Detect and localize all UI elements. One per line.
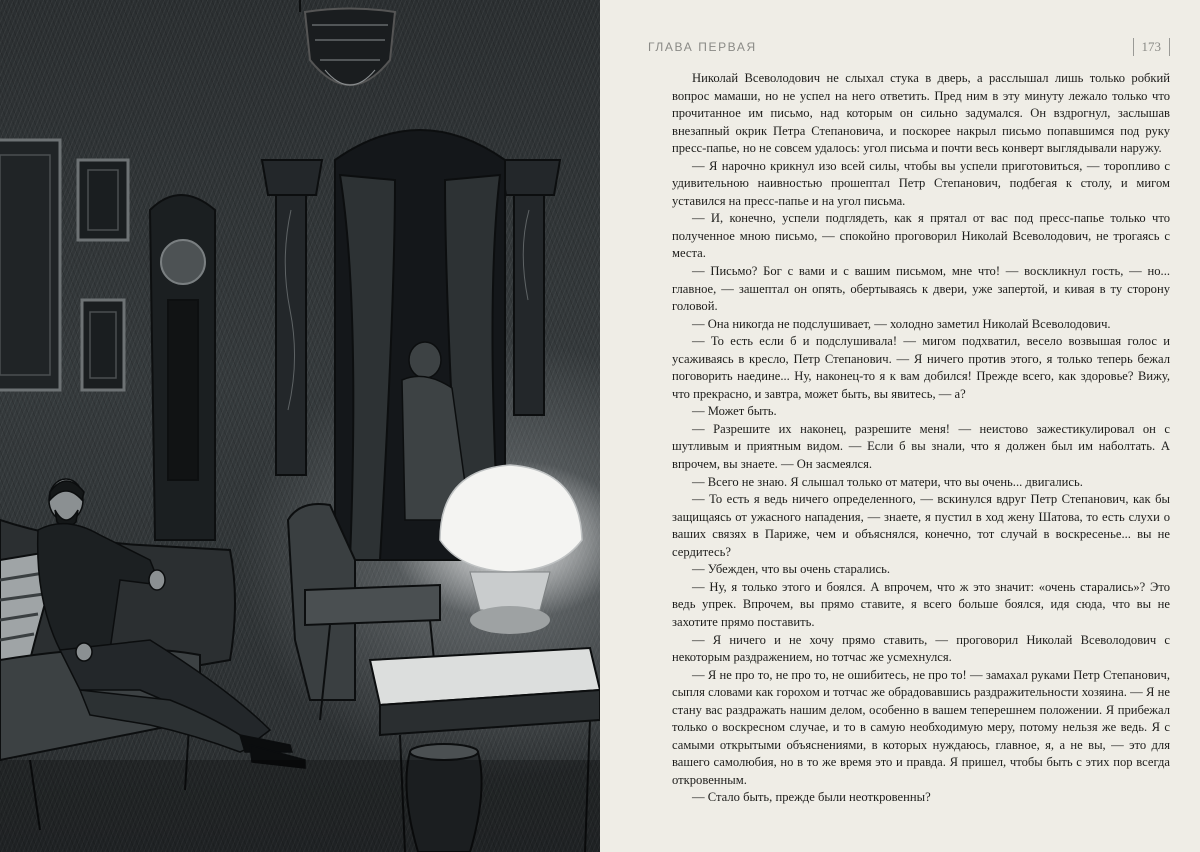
paragraph: — Я не про то, не про то, не ошибитесь, не про то! — замахал руками Петр Степанович, сыпля словами как горохом и тотчас же обрадовавшись раздражительности хозяина. — Я не стану вас раздражать нашим делом, особенно в вашем теперешнем положении. Я прибежал только о воскресном случае, и то в самую необходимую меру, потому нельзя же ведь. Я с самыми открытыми объяснениями, в которых нуждаюсь, главное, я, а не вы, — это для вашего самолюбия, но в то же время это и правда. Я пришел, чтобы быть с этих пор всегда откровенным.	[672, 667, 1170, 787]
paragraph: — Я нарочно крикнул изо всей силы, чтобы вы успели приготовиться, — торопливо с удивительною наивностью прошептал Петр Степанович, подбегая к столу, и мигом уставился на пресс-папье и на угол письма.	[672, 158, 1170, 208]
paragraph: — Письмо? Бог с вами и с вашим письмом, мне что! — воскликнул гость, — но... главное, — зашептал он опять, обертываясь к двери, уже запертой, и кивая в ту сторону головой.	[672, 264, 1170, 314]
paragraph: — И, конечно, успели подглядеть, как я прятал от вас под пресс-папье только что полученное мною письмо, — спокойно проговорил Николай Всеволодович, не трогаясь с места.	[672, 211, 1170, 261]
body-text	[672, 70, 1170, 807]
paragraph: — Всего не знаю. Я слышал только от матери, что вы очень... двигались.	[692, 474, 1083, 489]
page-number: 173	[1141, 39, 1161, 54]
paragraph: — Ну, я только этого и боялся. А впрочем, что ж это значит: «очень старались»? Это ведь упрек. Впрочем, вы прямо ставите, я всего больше боялся, идя сюда, что вы не захотите прямо поставить.	[672, 579, 1170, 629]
folio-divider	[1133, 38, 1134, 56]
text-page	[600, 0, 1200, 852]
paragraph: — То есть я ведь ничего определенного, — вскинулся вдруг Петр Степанович, как бы защищаясь от ужасного нападения, — знаете, я пустил в ход жену Шатова, то есть слухи о ваших связях в Париже, чем и объяснялся, конечно, тот случай в воскресенье... вы не сердитесь?	[672, 492, 1170, 559]
paragraph: Николай Всеволодович не слыхал стука в дверь, а расслышал лишь только робкий вопрос мамаши, но не успел на него ответить. Пред ним в эту минуту лежало только что прочитанное им письмо, над которым он сильно задумался. Он вздрогнул, заслышав внезапный окрик Петра Степановича, и поскорее накрыл письмо попавшимся под руку пресс-папье, но не совсем удалось: угол письма и почти весь конверт выглядывали наружу.	[672, 71, 1170, 156]
page-number-block	[1133, 38, 1171, 56]
paragraph: — Может быть.	[692, 404, 777, 419]
paragraph: — Убежден, что вы очень старались.	[692, 562, 890, 577]
paragraph: — Стало быть, прежде были неоткровенны?	[692, 790, 931, 805]
paragraph: — Она никогда не подслушивает, — холодно заметил Николай Всеволодович.	[692, 316, 1111, 331]
running-head: ГЛАВА ПЕРВАЯ	[648, 40, 757, 54]
paragraph: — Разрешите их наконец, разрешите меня! — неистово зажестикулировал он с шутливым и приятным видом. — Если б вы знали, что я должен был им наболтать. А впрочем, вы знаете. — Он засмеялся.	[672, 421, 1170, 472]
folio-divider	[1169, 38, 1170, 56]
paragraph: — Я ничего и не хочу прямо ставить, — проговорил Николай Всеволодович с некоторым раздражением, но тотчас же усмехнулся.	[672, 632, 1170, 665]
paragraph: — То есть если б и подслушивала! — мигом подхватил, весело возвышая голос и усаживаясь в кресло, Петр Степанович. — Я ничего против этого, я только теперь бежал поговорить наедине... Ну, наконец-то я к вам добился! Прежде всего, как здоровье? Вижу, что прекрасно, и завтра, может быть, вы явитесь, — а?	[672, 334, 1170, 401]
